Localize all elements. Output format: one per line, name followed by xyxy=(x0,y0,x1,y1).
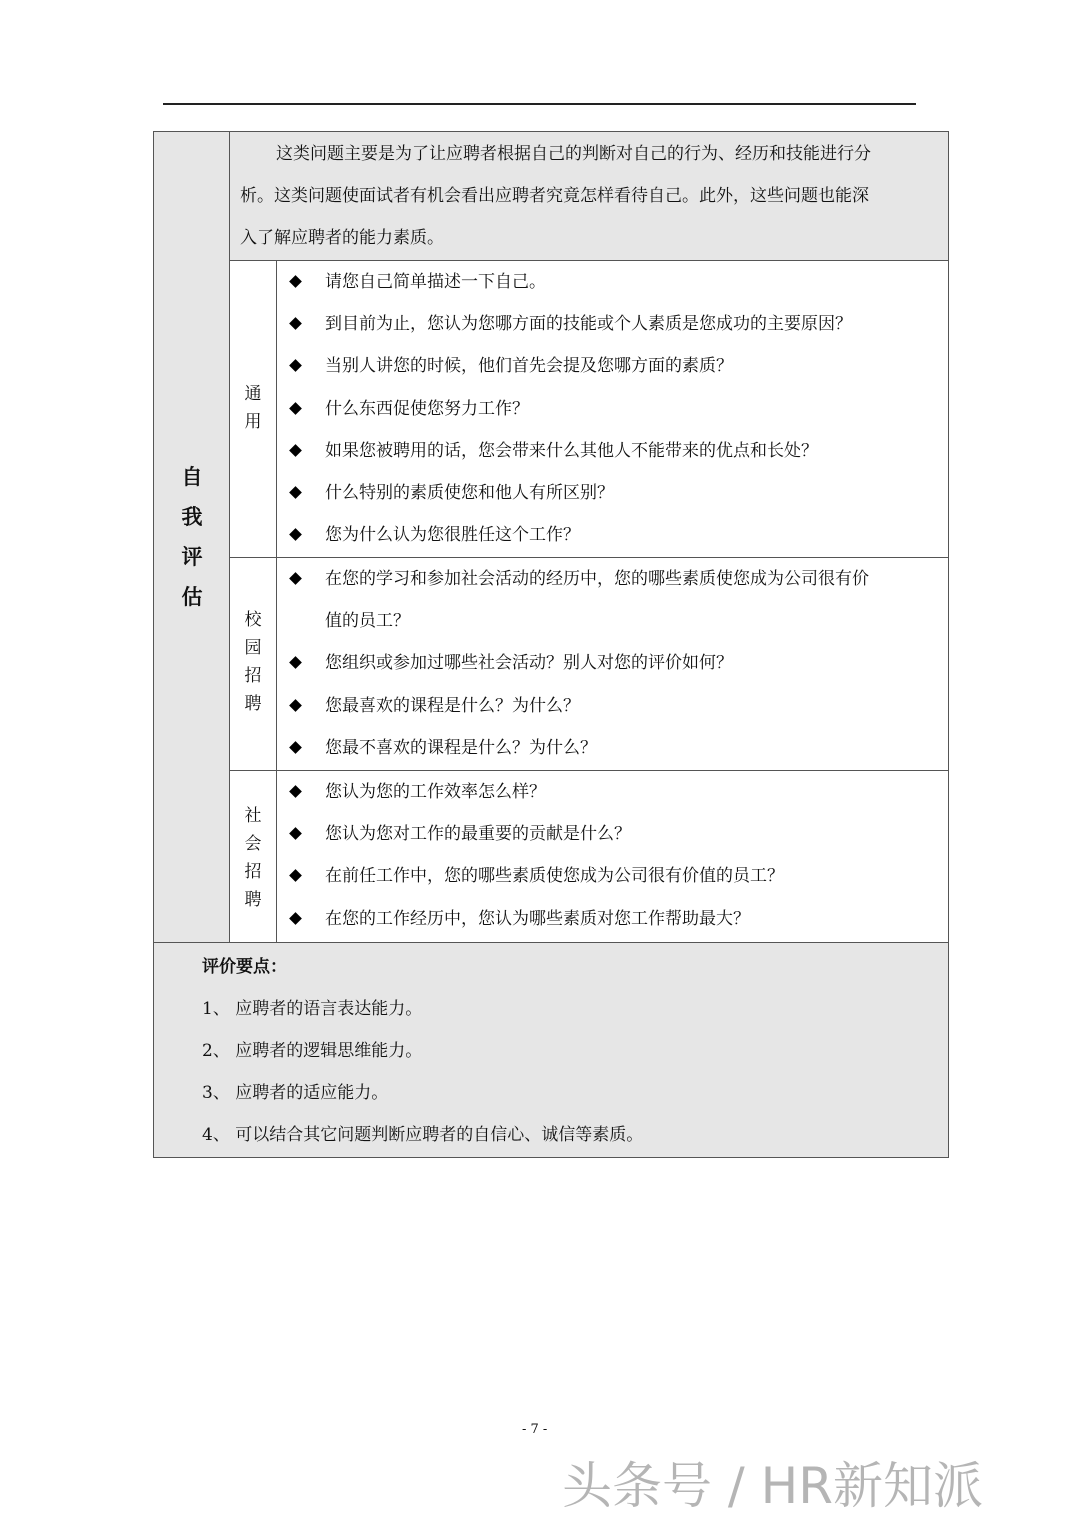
group-label-char: 用 xyxy=(244,412,262,432)
question-item: 值的员工？ xyxy=(325,611,410,632)
question-item: 到目前为止，您认为您哪方面的技能或个人素质是您成功的主要原因？ xyxy=(325,314,852,335)
question-item: 您最不喜欢的课程是什么？为什么？ xyxy=(325,737,597,758)
group-label-char: 聘 xyxy=(244,890,262,910)
question-item: 如果您被聘用的话，您会带来什么其他人不能带来的优点和长处？ xyxy=(325,440,818,461)
group-label-char: 招 xyxy=(244,862,262,882)
intro-line: 析。这类问题使面试者有机会看出应聘者究竟怎样看待自己。此外，这些问题也能深 xyxy=(240,186,869,206)
side-label-char: 评 xyxy=(181,544,203,569)
header-rule xyxy=(163,103,916,105)
side-label-char: 估 xyxy=(181,584,203,609)
intro-line: 入了解应聘者的能力素质。 xyxy=(240,228,444,248)
question-item: 什么特别的素质使您和他人有所区别？ xyxy=(325,483,614,503)
group-label-char: 园 xyxy=(244,638,262,658)
group-label-char: 校 xyxy=(244,610,262,630)
question-item: 当别人讲您的时候，他们首先会提及您哪方面的素质？ xyxy=(325,356,733,377)
side-label-char: 我 xyxy=(181,504,203,529)
question-item: 在您的学习和参加社会活动的经历中，您的哪些素质使您成为公司很有价 xyxy=(325,569,869,589)
question-item: 您为什么认为您很胜任这个工作？ xyxy=(325,525,580,546)
question-item: 您最喜欢的课程是什么？为什么？ xyxy=(325,695,580,716)
group-label-char: 会 xyxy=(244,834,262,854)
question-item: 什么东西促使您努力工作？ xyxy=(325,398,529,419)
group-label-char: 聘 xyxy=(244,694,262,714)
group-label-char: 招 xyxy=(244,666,262,686)
question-item: 在您的工作经历中，您认为哪些素质对您工作帮助最大？ xyxy=(325,908,750,929)
watermark: 头条号 / HR新知派 xyxy=(562,1457,983,1515)
side-label-char: 自 xyxy=(181,464,203,489)
question-item: 您认为您的工作效率怎么样？ xyxy=(325,782,546,802)
question-item: 您组织或参加过哪些社会活动？别人对您的评价如何？ xyxy=(325,653,733,674)
group-label-divider xyxy=(276,260,277,942)
evaluation-point: 2、 应聘者的逻辑思维能力。 xyxy=(202,1041,423,1061)
question-item: 您认为您对工作的最重要的贡献是什么？ xyxy=(325,824,631,845)
evaluation-point: 1、 应聘者的语言表达能力。 xyxy=(202,999,423,1019)
evaluation-title: 评价要点： xyxy=(202,957,287,977)
group-label-char: 社 xyxy=(244,806,262,826)
group-label-char: 通 xyxy=(244,384,262,404)
evaluation-point: 3、 应聘者的适应能力。 xyxy=(202,1083,389,1103)
question-item: 请您自己简单描述一下自己。 xyxy=(325,272,546,292)
page-number: - 7 - xyxy=(522,1422,548,1437)
question-item: 在前任工作中，您的哪些素质使您成为公司很有价值的员工？ xyxy=(325,866,784,887)
intro-line: 这类问题主要是为了让应聘者根据自己的判断对自己的行为、经历和技能进行分 xyxy=(276,144,871,164)
evaluation-point: 4、 可以结合其它问题判断应聘者的自信心、诚信等素质。 xyxy=(202,1125,644,1145)
